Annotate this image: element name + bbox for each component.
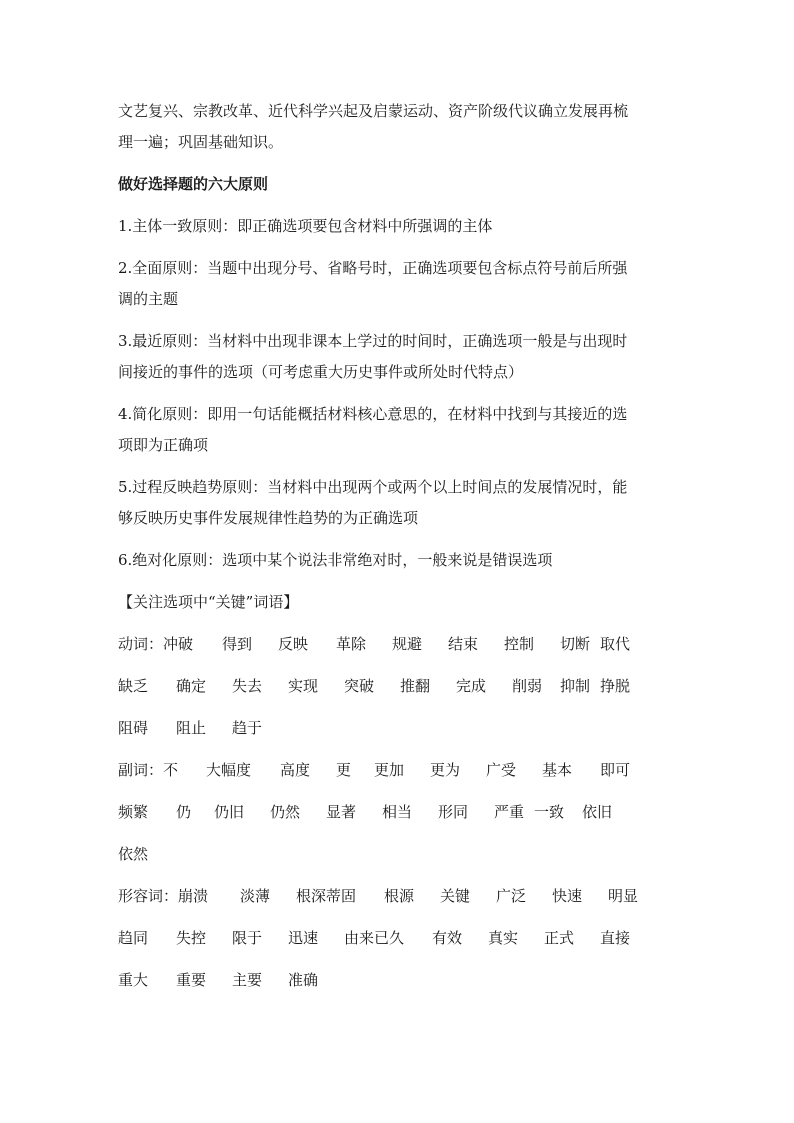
- keyword: 趋于: [232, 719, 263, 737]
- principle-5-line-1: 5.过程反映趋势原则：当材料中出现两个或两个以上时间点的发展情况时，能: [118, 478, 628, 496]
- keyword: 基本: [542, 761, 573, 779]
- keyword: 根源: [384, 887, 415, 905]
- keyword: 更为: [430, 761, 461, 779]
- keyword: 动词：冲破: [118, 635, 194, 653]
- keyword: 阻碍: [118, 719, 149, 737]
- keyword: 控制: [504, 635, 535, 653]
- keyword: 由来已久: [344, 929, 405, 947]
- principle-4-line-1: 4.简化原则：即用一句话能概括材料核心意思的，在材料中找到与其接近的选: [118, 405, 628, 423]
- principle-6: 6.绝对化原则：选项中某个说法非常绝对时，一般来说是错误选项: [118, 551, 553, 569]
- keyword: 重大: [118, 971, 149, 989]
- verbs-row-2: [118, 676, 678, 696]
- keyword: 削弱: [512, 677, 543, 695]
- keyword: 频繁: [118, 803, 149, 821]
- keyword: 高度: [280, 761, 311, 779]
- keyword: 得到: [222, 635, 253, 653]
- keyword: 快速: [552, 887, 583, 905]
- keyword: 正式: [544, 929, 575, 947]
- principle-4-line-2: 项即为正确项: [118, 436, 209, 454]
- keyword: 推翻: [400, 677, 431, 695]
- keyword: 更加: [374, 761, 405, 779]
- verbs-row-1: [118, 634, 678, 654]
- keyword: 真实: [488, 929, 519, 947]
- keyword: 一致: [534, 803, 565, 821]
- principle-3-line-1: 3.最近原则：当材料中出现非课本上学过的时间时，正确选项一般是与出现时: [118, 332, 628, 350]
- intro-line-2: 理一遍；巩固基础知识。: [118, 133, 284, 151]
- keyword: 即可: [600, 761, 631, 779]
- keyword: 直接: [600, 929, 631, 947]
- keyword: 主要: [232, 971, 263, 989]
- principle-2-line-2: 调的主题: [118, 290, 179, 308]
- keyword: 失去: [232, 677, 263, 695]
- principle-3-line-2: 间接近的事件的选项（可考虑重大历史事件或所处时代特点）: [118, 363, 524, 381]
- keyword: 广泛: [496, 887, 527, 905]
- keyword: 阻止: [176, 719, 207, 737]
- keyword: 明显: [608, 887, 639, 905]
- adverbs-row-3: [118, 844, 678, 864]
- adverbs-row-2: [118, 802, 678, 822]
- keyword: 仍然: [270, 803, 301, 821]
- keyword: 形同: [438, 803, 469, 821]
- principle-2-line-1: 2.全面原则：当题中出现分号、省略号时，正确选项要包含标点符号前后所强: [118, 259, 628, 277]
- keyword: 大幅度: [206, 761, 252, 779]
- keyword: 有效: [432, 929, 463, 947]
- keyword: 淡薄: [240, 887, 271, 905]
- keyword: 根深蒂固: [296, 887, 357, 905]
- principle-1: 1.主体一致原则：即正确选项要包含材料中所强调的主体: [118, 217, 493, 235]
- document-page: [118, 0, 678, 1123]
- keyword: 形容词：崩溃: [118, 887, 209, 905]
- keyword: 失控: [176, 929, 207, 947]
- keyword: 限于: [232, 929, 263, 947]
- keyword: 广受: [486, 761, 517, 779]
- adverbs-row-1: [118, 760, 678, 780]
- keyword: 取代: [600, 635, 631, 653]
- keyword: 显著: [326, 803, 357, 821]
- keyword: 确定: [176, 677, 207, 695]
- section-title: 做好选择题的六大原则: [118, 175, 269, 193]
- verbs-row-3: [118, 718, 678, 738]
- keyword: 切断: [560, 635, 591, 653]
- keyword: 相当: [382, 803, 413, 821]
- keyword: 抑制: [560, 677, 591, 695]
- keyword: 规避: [392, 635, 423, 653]
- keyword: 仍旧: [214, 803, 245, 821]
- adjectives-row-2: [118, 928, 678, 948]
- keyword: 突破: [344, 677, 375, 695]
- keyword: 反映: [278, 635, 309, 653]
- principle-5-line-2: 够反映历史事件发展规律性趋势的为正确选项: [118, 509, 419, 527]
- keyword: 重要: [176, 971, 207, 989]
- keyword: 趋同: [118, 929, 149, 947]
- keyword: 关键: [440, 887, 471, 905]
- keyword: 缺乏: [118, 677, 149, 695]
- keyword: 迅速: [288, 929, 319, 947]
- keyword: 实现: [288, 677, 319, 695]
- intro-line-1: 文艺复兴、宗教改革、近代科学兴起及启蒙运动、资产阶级代议确立发展再梳: [118, 102, 629, 120]
- keyword: 完成: [456, 677, 487, 695]
- keyword: 革除: [336, 635, 367, 653]
- keyword: 准确: [288, 971, 319, 989]
- keyword: 副词：不: [118, 761, 179, 779]
- keyword: 依旧: [582, 803, 613, 821]
- keyword: 结束: [448, 635, 479, 653]
- keyword: 挣脱: [600, 677, 631, 695]
- keywords-title: 【关注选项中“关键”词语】: [118, 593, 299, 611]
- adjectives-row-1: [118, 886, 678, 906]
- keyword: 更: [336, 761, 352, 779]
- keyword: 依然: [118, 845, 149, 863]
- adjectives-row-3: [118, 970, 678, 990]
- keyword: 严重: [494, 803, 525, 821]
- keyword: 仍: [176, 803, 192, 821]
